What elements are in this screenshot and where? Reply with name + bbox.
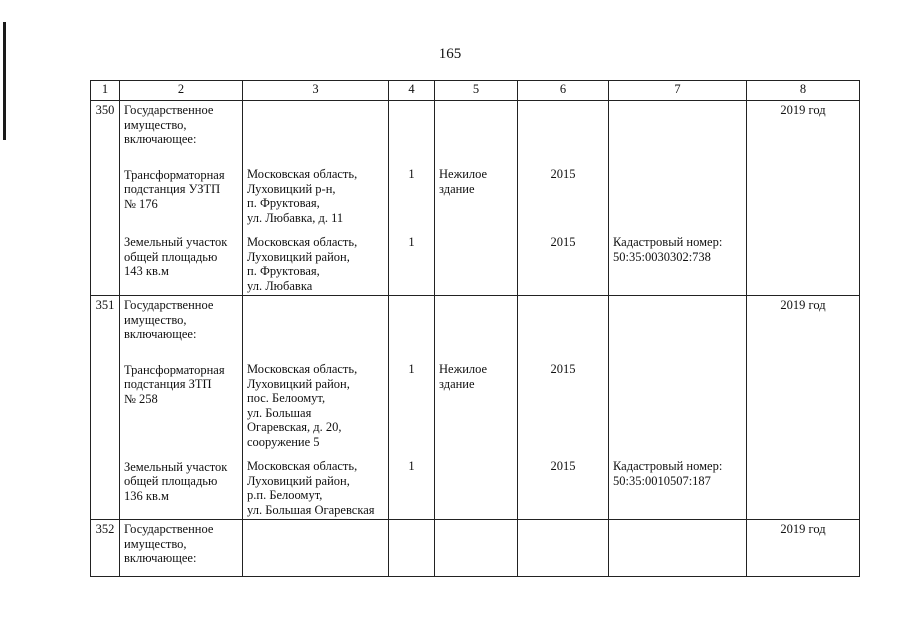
row-number: 350: [91, 101, 120, 296]
group-title: Государственное имущество, включающее:: [124, 103, 214, 146]
item-year-built: 2015: [550, 362, 576, 376]
item-names-cell: [120, 101, 243, 296]
type-cell: [435, 296, 518, 520]
item-year-built: 2015: [550, 235, 576, 249]
group-title: Государственное имущество, включающее:: [124, 298, 214, 341]
item-name: Трансформаторная подстанция УЗТП № 176: [124, 167, 225, 211]
item-address: Московская область, Луховицкий район, пос. Белоомут, ул. Большая Огаревская, д. 20, сооружение 5: [247, 362, 358, 449]
cadastral-cell: [609, 101, 747, 296]
item-cadastral: Кадастровый номер: 50:35:0010507:187: [613, 459, 723, 488]
item-quantity: 1: [408, 362, 415, 376]
quantity-cell: [389, 520, 435, 577]
year-built-cell: [518, 101, 609, 296]
header-col-8: 8: [747, 81, 860, 101]
header-col-1: 1: [91, 81, 120, 101]
item-address: Московская область, Луховицкий район, р.п. Белоомут, ул. Большая Огаревская: [247, 459, 375, 517]
item-type: Нежилое здание: [439, 167, 488, 196]
item-names-cell: [120, 520, 243, 577]
item-cadastral: Кадастровый номер: 50:35:0030302:738: [613, 235, 723, 264]
row-number: 351: [91, 296, 120, 520]
cadastral-cell: [609, 296, 747, 520]
item-address: Московская область, Луховицкий район, п. Фруктовая, ул. Любавка: [247, 235, 358, 293]
scan-edge-mark: [3, 22, 6, 140]
type-cell: [435, 520, 518, 577]
item-type: Нежилое здание: [439, 362, 488, 391]
header-col-3: 3: [243, 81, 389, 101]
table-row: [91, 101, 860, 296]
cadastral-cell: [609, 520, 747, 577]
item-year-built: 2015: [550, 459, 576, 473]
header-col-2: 2: [120, 81, 243, 101]
item-names-cell: [120, 296, 243, 520]
item-quantity: 1: [408, 167, 415, 181]
year-cell: 2019 год: [747, 296, 860, 520]
type-cell: [435, 101, 518, 296]
page-number: 165: [438, 46, 462, 62]
quantity-cell: [389, 296, 435, 520]
quantity-cell: [389, 101, 435, 296]
year-built-cell: [518, 296, 609, 520]
header-col-7: 7: [609, 81, 747, 101]
item-year-built: 2015: [550, 167, 576, 181]
table-row: [91, 520, 860, 577]
header-col-5: 5: [435, 81, 518, 101]
year-built-cell: [518, 520, 609, 577]
addresses-cell: [243, 101, 389, 296]
table-row: [91, 296, 860, 520]
item-name: Земельный участок общей площадью 143 кв.м: [124, 235, 228, 278]
row-number: 352: [91, 520, 120, 577]
property-table: [90, 80, 860, 577]
header-col-6: 6: [518, 81, 609, 101]
item-address: Московская область, Луховицкий р-н, п. Фруктовая, ул. Любавка, д. 11: [247, 167, 358, 225]
item-name: Земельный участок общей площадью 136 кв.м: [124, 459, 228, 503]
item-name: Трансформаторная подстанция ЗТП № 258: [124, 362, 225, 406]
addresses-cell: [243, 296, 389, 520]
year-cell: 2019 год: [747, 101, 860, 296]
year-cell: 2019 год: [747, 520, 860, 577]
addresses-cell: [243, 520, 389, 577]
header-col-4: 4: [389, 81, 435, 101]
group-title: Государственное имущество, включающее:: [124, 522, 214, 565]
header-row: [91, 81, 860, 101]
item-quantity: 1: [408, 235, 415, 249]
item-quantity: 1: [408, 459, 415, 473]
